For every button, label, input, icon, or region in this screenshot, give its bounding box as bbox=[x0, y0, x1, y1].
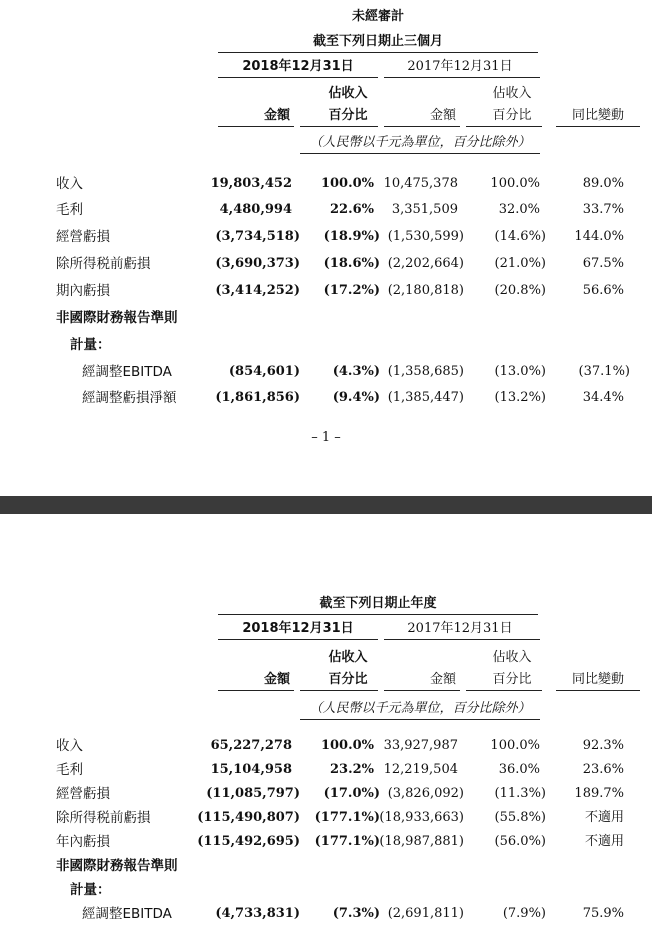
row-label: 經營虧損 bbox=[56, 786, 110, 802]
page-2 bbox=[0, 514, 652, 925]
pct-header-2017-line2: 百分比 bbox=[492, 108, 532, 123]
row-label: 經調整虧損淨額 bbox=[82, 390, 177, 406]
amount-header-2018: 金額 bbox=[263, 108, 290, 123]
rule bbox=[218, 52, 538, 53]
pct-header-2018-line2: 百分比 bbox=[328, 108, 368, 123]
pct-2017: (56.0%) bbox=[494, 834, 546, 849]
pct-2018: (17.2%) bbox=[323, 283, 380, 298]
pct-2017: 100.0% bbox=[490, 738, 540, 753]
amount-header-2017: 金額 bbox=[429, 672, 456, 687]
rule bbox=[300, 690, 378, 691]
yoy-change: 56.6% bbox=[582, 283, 624, 298]
yoy-change: 不適用 bbox=[584, 834, 624, 849]
amount-header-2017: 金額 bbox=[429, 108, 456, 123]
pct-2018: 100.0% bbox=[320, 738, 374, 753]
pct-2017: (13.2%) bbox=[494, 390, 546, 405]
amount-2018: (3,414,252) bbox=[215, 283, 300, 298]
unit-note: （人民幣以千元為單位，百分比除外） bbox=[309, 135, 531, 150]
pct-2017: (13.0%) bbox=[494, 364, 546, 379]
amount-header-2018: 金額 bbox=[263, 672, 290, 687]
amount-2018: (3,734,518) bbox=[215, 229, 300, 244]
pct-header-2017-line1: 佔收入 bbox=[492, 650, 532, 665]
rule bbox=[384, 77, 540, 78]
pct-2018: 23.2% bbox=[329, 762, 374, 777]
pct-2017: (11.3%) bbox=[494, 786, 546, 801]
rule bbox=[556, 126, 640, 127]
amount-2018: 15,104,958 bbox=[210, 762, 292, 777]
pct-2017: 100.0% bbox=[490, 176, 540, 191]
pct-header-2018-line1: 佔收入 bbox=[328, 86, 368, 101]
yoy-header: 同比變動 bbox=[571, 108, 624, 123]
amount-2017: (2,202,664) bbox=[387, 256, 464, 271]
pct-2018: (18.6%) bbox=[323, 256, 380, 271]
row-label: 經調整EBITDA bbox=[82, 906, 172, 922]
amount-2018: (854,601) bbox=[228, 364, 300, 379]
yoy-change: 33.7% bbox=[582, 202, 624, 217]
amount-2017: (2,180,818) bbox=[387, 283, 464, 298]
pct-2018: (177.1%) bbox=[314, 810, 380, 825]
page-separator bbox=[0, 496, 652, 514]
rule bbox=[218, 614, 538, 615]
nonifrs-title: 非國際財務報告準則 bbox=[56, 310, 178, 326]
row-label: 除所得税前虧損 bbox=[56, 256, 151, 272]
amount-2017: 10,475,378 bbox=[383, 176, 458, 191]
amount-2018: 65,227,278 bbox=[210, 738, 292, 753]
amount-2018: (1,861,856) bbox=[215, 390, 300, 405]
rule bbox=[300, 719, 540, 720]
pct-2018: 100.0% bbox=[320, 176, 374, 191]
row-label: 除所得税前虧損 bbox=[56, 810, 151, 826]
col-header-2018: 2018年12月31日 bbox=[242, 621, 354, 636]
amount-2018: 4,480,994 bbox=[219, 202, 292, 217]
yoy-change: 189.7% bbox=[574, 786, 624, 801]
pct-2017: (21.0%) bbox=[494, 256, 546, 271]
amount-2017: (3,826,092) bbox=[387, 786, 464, 801]
yoy-change: 67.5% bbox=[582, 256, 624, 271]
pct-header-2018-line1: 佔收入 bbox=[328, 650, 368, 665]
rule bbox=[300, 126, 378, 127]
pct-2017: (7.9%) bbox=[502, 906, 546, 921]
rule bbox=[384, 126, 460, 127]
yoy-change: 75.9% bbox=[582, 906, 624, 921]
col-header-2017: 2017年12月31日 bbox=[407, 59, 513, 74]
rule bbox=[466, 690, 542, 691]
pct-2017: (20.8%) bbox=[494, 283, 546, 298]
yoy-change: 23.6% bbox=[582, 762, 624, 777]
col-header-2018: 2018年12月31日 bbox=[242, 59, 354, 74]
amount-2018: (4,733,831) bbox=[215, 906, 300, 921]
header-unaudited: 未經審計 bbox=[351, 9, 404, 24]
amount-2018: (115,490,807) bbox=[197, 810, 300, 825]
pct-2018: (177.1%) bbox=[314, 834, 380, 849]
amount-2017: (18,987,881) bbox=[379, 834, 464, 849]
yoy-change: (37.1%) bbox=[578, 364, 630, 379]
rule bbox=[300, 153, 540, 154]
rule bbox=[218, 126, 294, 127]
rule bbox=[384, 639, 540, 640]
yoy-change: 144.0% bbox=[574, 229, 624, 244]
nonifrs-subtitle: 計量： bbox=[70, 337, 111, 353]
row-label: 毛利 bbox=[56, 202, 83, 218]
row-label: 經營虧損 bbox=[56, 229, 110, 245]
pct-header-2017-line2: 百分比 bbox=[492, 672, 532, 687]
amount-2017: 3,351,509 bbox=[391, 202, 458, 217]
row-label: 收入 bbox=[56, 738, 83, 754]
amount-2017: 33,927,987 bbox=[383, 738, 458, 753]
amount-2017: 12,219,504 bbox=[383, 762, 458, 777]
amount-2017: (18,933,663) bbox=[379, 810, 464, 825]
pct-header-2017-line1: 佔收入 bbox=[492, 86, 532, 101]
yoy-change: 不適用 bbox=[584, 810, 624, 825]
nonifrs-title: 非國際財務報告準則 bbox=[56, 858, 178, 874]
page-number: – 1 – bbox=[311, 430, 341, 445]
pct-2018: (9.4%) bbox=[332, 390, 380, 405]
pct-2017: 36.0% bbox=[498, 762, 540, 777]
amount-2017: (1,385,447) bbox=[387, 390, 464, 405]
pct-2018: (7.3%) bbox=[332, 906, 380, 921]
pct-2018: (17.0%) bbox=[323, 786, 380, 801]
amount-2017: (1,530,599) bbox=[387, 229, 464, 244]
amount-2018: (3,690,373) bbox=[215, 256, 300, 271]
pct-2017: (55.8%) bbox=[494, 810, 546, 825]
pct-2018: 22.6% bbox=[329, 202, 374, 217]
pct-2018: (18.9%) bbox=[323, 229, 380, 244]
rule bbox=[466, 126, 542, 127]
pct-header-2018-line2: 百分比 bbox=[328, 672, 368, 687]
amount-2017: (1,358,685) bbox=[387, 364, 464, 379]
rule bbox=[218, 639, 378, 640]
pct-2018: (4.3%) bbox=[332, 364, 380, 379]
pct-2017: 32.0% bbox=[498, 202, 540, 217]
row-label: 期內虧損 bbox=[56, 283, 110, 299]
row-label: 收入 bbox=[56, 176, 83, 192]
rule bbox=[384, 690, 460, 691]
nonifrs-subtitle: 計量： bbox=[70, 882, 111, 898]
yoy-header: 同比變動 bbox=[571, 672, 624, 687]
amount-2018: (11,085,797) bbox=[206, 786, 300, 801]
yoy-change: 92.3% bbox=[582, 738, 624, 753]
yoy-change: 34.4% bbox=[582, 390, 624, 405]
amount-2017: (2,691,811) bbox=[387, 906, 464, 921]
rule bbox=[218, 77, 378, 78]
amount-2018: 19,803,452 bbox=[210, 176, 292, 191]
amount-2018: (115,492,695) bbox=[197, 834, 300, 849]
yoy-change: 89.0% bbox=[582, 176, 624, 191]
rule bbox=[556, 690, 640, 691]
rule bbox=[218, 690, 294, 691]
col-header-2017: 2017年12月31日 bbox=[407, 621, 513, 636]
pct-2017: (14.6%) bbox=[494, 229, 546, 244]
row-label: 經調整EBITDA bbox=[82, 364, 172, 380]
period-title: 截至下列日期止年度 bbox=[319, 596, 437, 611]
row-label: 年內虧損 bbox=[56, 834, 110, 850]
row-label: 毛利 bbox=[56, 762, 83, 778]
period-title: 截至下列日期止三個月 bbox=[312, 34, 443, 49]
unit-note: （人民幣以千元為單位，百分比除外） bbox=[309, 701, 531, 716]
